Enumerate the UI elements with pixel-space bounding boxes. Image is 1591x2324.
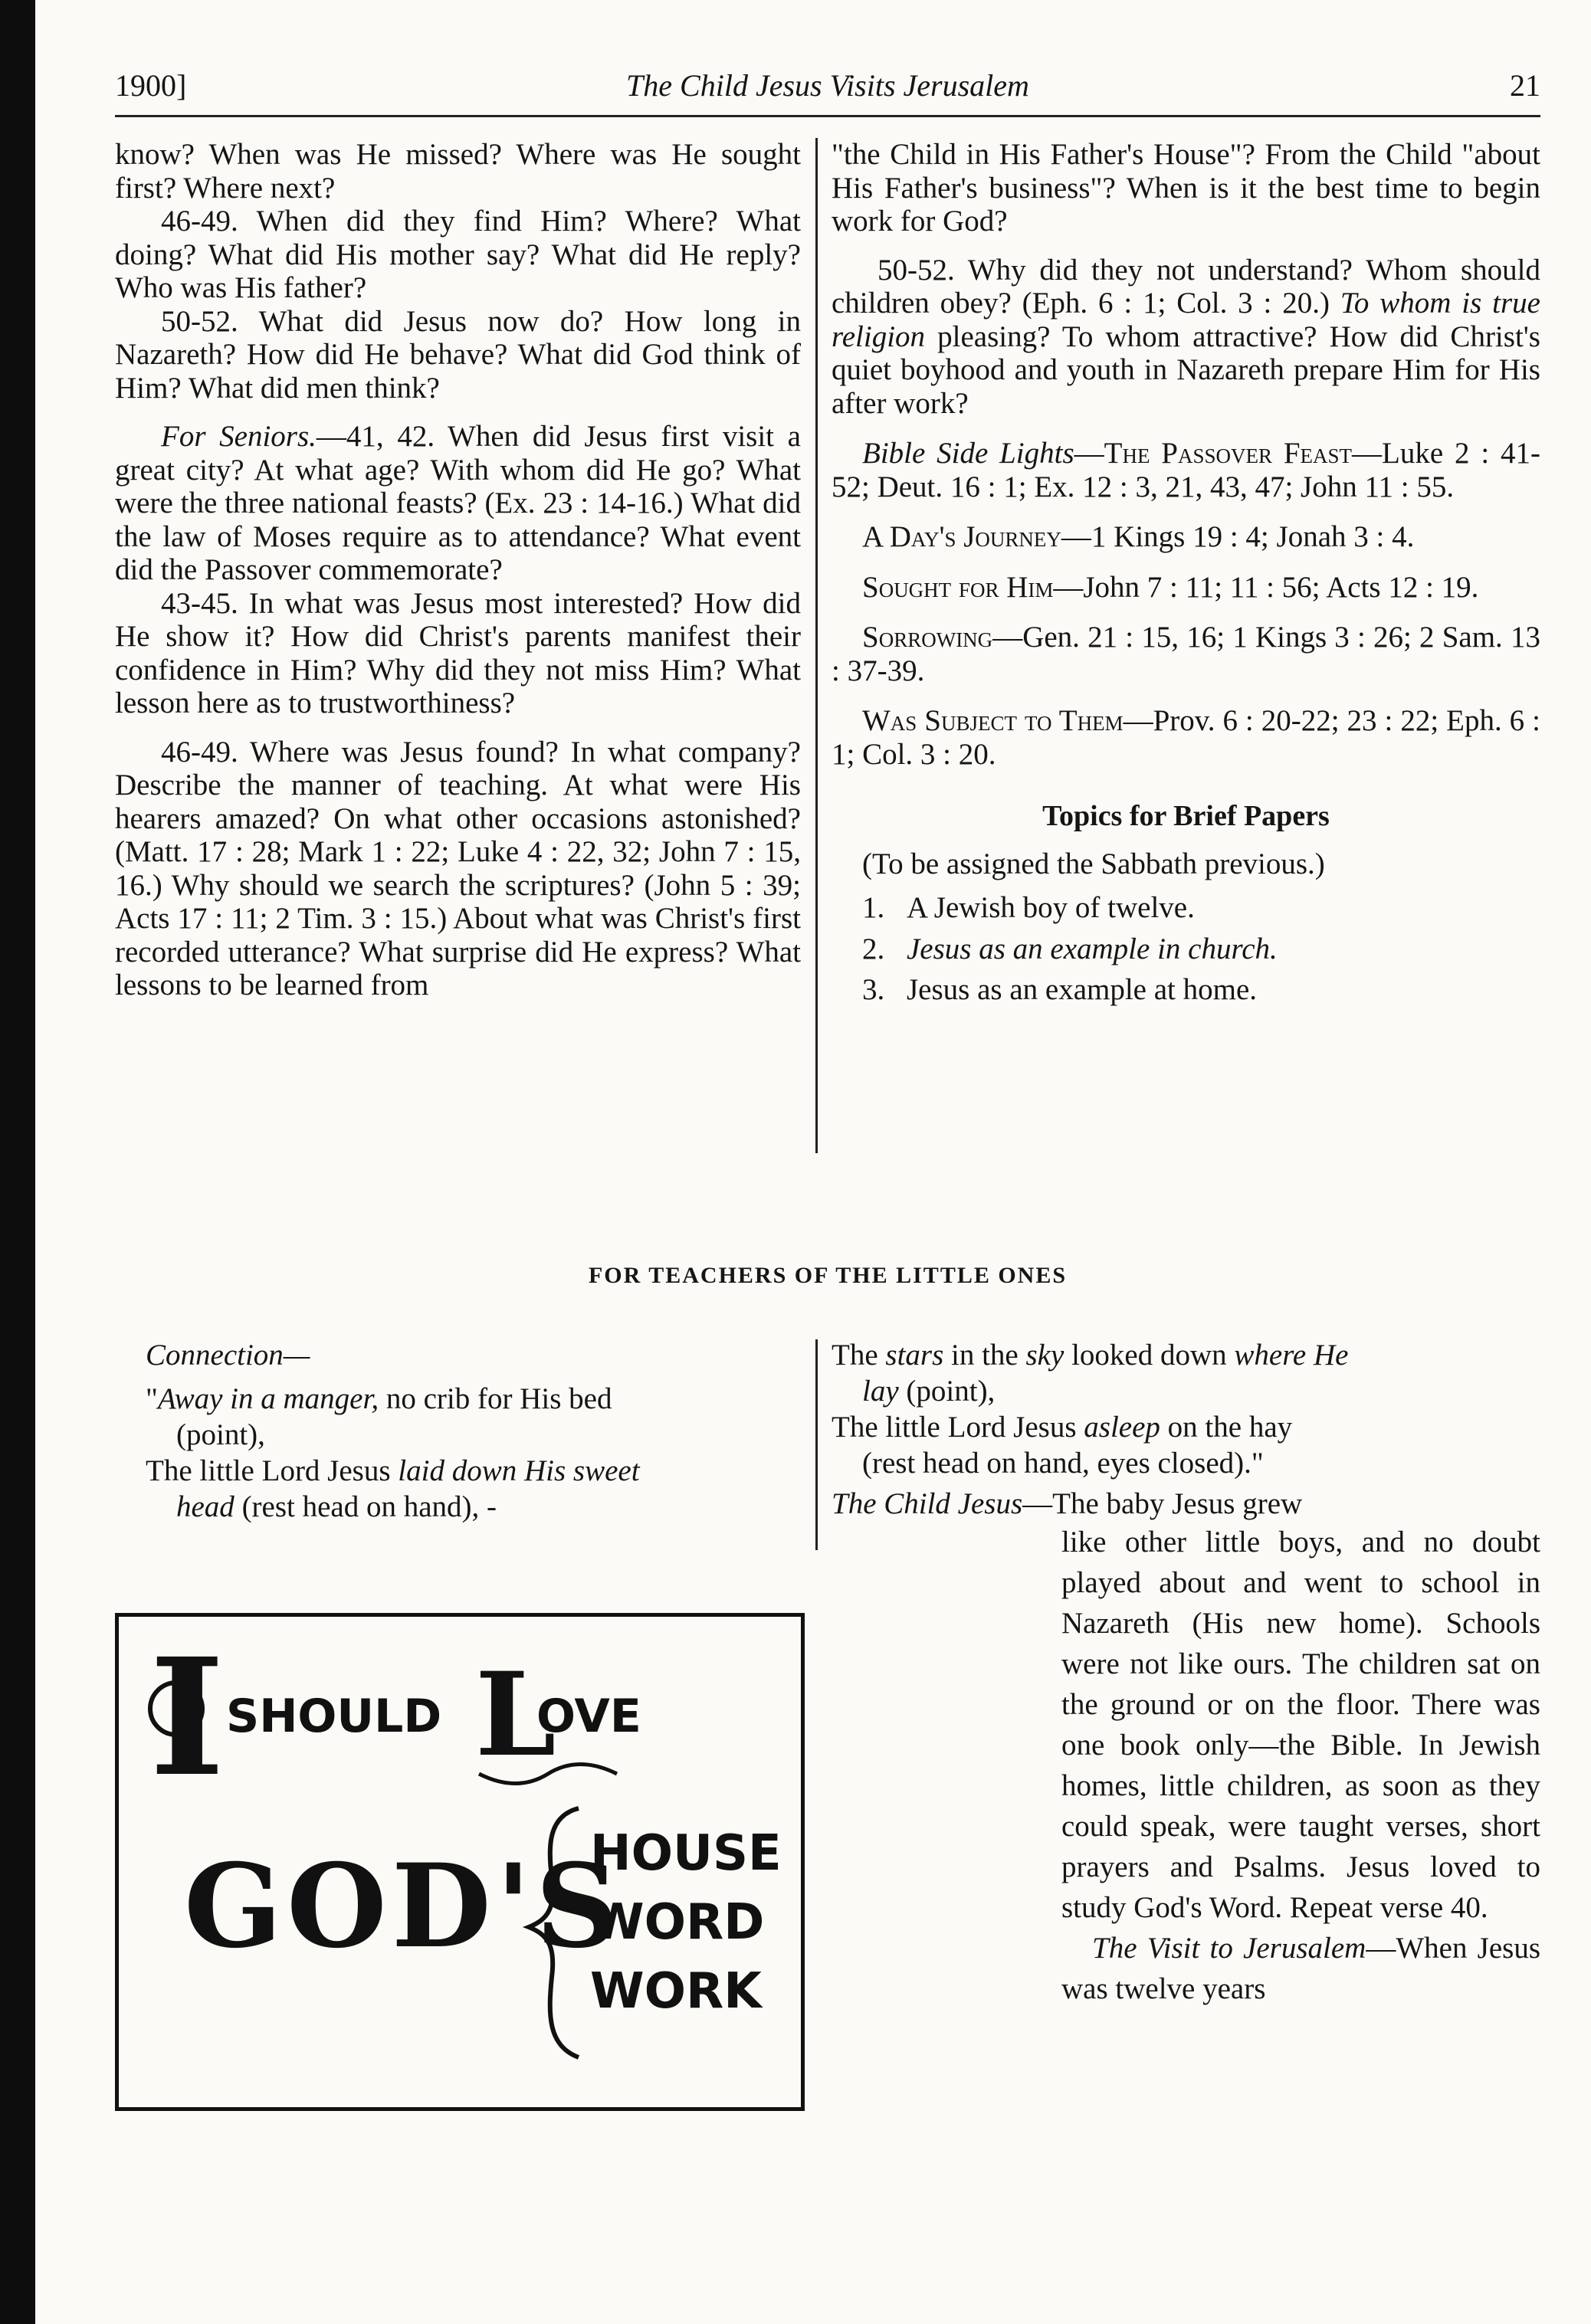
question-text: 50-52. Why did they not understand? Whom should children obey? (Eph. 6 : 1; Col. 3 : 20.) [832, 253, 1540, 320]
poem-italic: laid down His sweet [398, 1454, 640, 1487]
poster-big-letter: I [149, 1623, 225, 1812]
topic-number: 3. [862, 973, 885, 1006]
side-light-text: —John 7 : 11; 11 : 56; Acts 12 : 19. [1053, 570, 1479, 604]
topic-number: 1. [862, 891, 885, 924]
question-text: pleasing? To whom attractive? How did Christ's quiet boyhood and youth in Nazareth prepare Him for His after work? [832, 320, 1540, 420]
poem-text: (point), [898, 1375, 996, 1408]
topic-text: Jesus as an example at home. [907, 973, 1258, 1006]
question-paragraph: "the Child in His Father's House"? From the Child "about His Father's business"? When is it the best time to begin work for God? [832, 138, 1540, 238]
running-head-title: The Child Jesus Visits Jerusalem [626, 68, 1029, 103]
question-text-italic: To whom is true religion [832, 287, 1540, 353]
poem-text: in the [943, 1339, 1026, 1372]
side-light-head: Sought for Him [862, 570, 1054, 604]
poem-italic: sky [1025, 1339, 1064, 1372]
visit-label: The Visit to Jerusalem [1092, 1932, 1366, 1965]
section-title: FOR TEACHERS OF THE LITTLE ONES [588, 1263, 1068, 1288]
poem-line [146, 1489, 801, 1525]
poster-house: HOUSE [590, 1825, 782, 1882]
topic-text: A Jewish boy of twelve. [907, 891, 1195, 924]
i-should-love-gods-poster [115, 1613, 805, 2111]
running-head-year: 1900] [115, 68, 187, 103]
page-number: 21 [1510, 68, 1540, 103]
topics-subheading: (To be assigned the Sabbath previous.) [862, 847, 1325, 880]
bible-side-lights-label: Bible Side Lights [862, 437, 1074, 470]
poem-italic: head [176, 1490, 235, 1523]
question-paragraph [832, 254, 1540, 421]
topics-list [832, 891, 1540, 1007]
side-light-subject [832, 704, 1540, 771]
little-ones-right [832, 1337, 1540, 2009]
column-divider-top [815, 138, 818, 1153]
poem-text: The little Lord Jesus [832, 1411, 1084, 1444]
question-paragraph: know? When was He missed? Where was He sought first? Where next? [115, 138, 801, 205]
page [115, 0, 1540, 2324]
side-light-sought [832, 571, 1540, 605]
side-light-journey [832, 520, 1540, 554]
poem-line [832, 1337, 1540, 1373]
visit-paragraph [1061, 1928, 1540, 2009]
poem-italic: lay [862, 1375, 899, 1408]
question-paragraph: 46-49. When did they find Him? Where? What doing? What did His mother say? What did He reply? Who was His father? [115, 205, 801, 304]
side-light-head: A Day's Journey [862, 520, 1061, 553]
child-jesus-continued: like other little boys, and no doubt played about and went to school in Nazareth (His new home). Schools were not like ours. The children sat on the ground or on the floor. There was one book only—the Bible. In Jewish homes, little children, as soon as they could speak, were taught verses, short prayers and Psalms. Jesus loved to study God's Word. Repeat verse 40. [1061, 1526, 1540, 1924]
bible-side-lights [832, 437, 1540, 503]
poem-text: The little Lord Jesus [146, 1454, 399, 1487]
book-spine-shadow [0, 0, 35, 2324]
poem-line: (point), [176, 1418, 265, 1451]
side-light-text: —Prov. 6 : 20-22; 23 : 22; Eph. 6 : 1; Col. 3 : 20. [832, 704, 1540, 771]
poem-text: The [832, 1339, 886, 1372]
poster-artwork [119, 1617, 801, 2107]
side-light-text: —1 Kings 19 : 4; Jonah 3 : 4. [1061, 520, 1415, 553]
column-divider-bottom [815, 1339, 818, 1550]
topic-number: 2. [862, 932, 885, 965]
right-column-questions [832, 138, 1540, 1014]
poem-line [146, 1381, 801, 1417]
running-head [115, 67, 1540, 106]
poem-italic: Away in a manger, [157, 1382, 379, 1415]
seniors-paragraph [115, 420, 801, 587]
poem-italic: where He [1234, 1339, 1349, 1372]
topic-text: Jesus as an example in church. [907, 932, 1278, 965]
poster-big-l: L [475, 1647, 556, 1782]
poem-italic: asleep [1084, 1411, 1160, 1444]
child-jesus-text: —The baby Jesus grew [1022, 1487, 1303, 1520]
poster-gods: GOD'S [184, 1839, 624, 1974]
topic-item [862, 891, 1540, 925]
poem-line: (rest head on hand, eyes closed)." [862, 1447, 1264, 1480]
topic-item [862, 973, 1540, 1007]
connection-label: Connection— [146, 1339, 310, 1372]
poem-line [832, 1373, 1540, 1409]
question-paragraph: 43-45. In what was Jesus most interested? How did He show it? How did Christ's parents manifest their confidence in Him? Why did they not miss Him? What lesson here as to trustworthiness? [115, 586, 801, 719]
side-light-sorrowing [832, 621, 1540, 687]
poem-line [146, 1453, 801, 1489]
head-rule [115, 115, 1540, 117]
poster-ove: OVE [536, 1690, 641, 1743]
seniors-label: For Seniors. [161, 420, 317, 453]
topics-heading: Topics for Brief Papers [1042, 800, 1330, 832]
side-light-head: Sorrowing [862, 621, 993, 654]
side-light-text: —Gen. 21 : 15, 16; 1 Kings 3 : 26; 2 Sam. 13 : 37-39. [832, 621, 1540, 687]
poem-quote: " [146, 1382, 158, 1415]
visit-text: —When Jesus was twelve years [1061, 1932, 1541, 2005]
poem-text: no crib for His bed [379, 1382, 612, 1415]
question-paragraph: 50-52. What did Jesus now do? How long in Nazareth? How did He behave? What did God think of Him? What did men think? [115, 304, 801, 405]
poem-italic: stars [885, 1339, 944, 1372]
child-jesus-paragraph [832, 1486, 1540, 1522]
poster-word: WORD [590, 1894, 765, 1951]
bible-side-lights-head: —The Passover Feast— [1074, 437, 1383, 470]
bible-side-lights-text: Luke 2 : 41-52; Deut. 16 : 1; Ex. 12 : 3, 21, 43, 47; John 11 : 55. [832, 437, 1540, 503]
question-paragraph: 46-49. Where was Jesus found? In what company? Describe the manner of teaching. At what were His hearers amazed? On what other occasions astonished? (Matt. 17 : 28; Mark 1 : 22; Luke 4 : 22, 32; John 7 : 15, 16.) Why should we search the scriptures? (John 5 : 39; Acts 17 : 11; 2 Tim. 3 : 15.) About what was Christ's first recorded utterance? What surprise did He express? What lessons to be learned from [115, 735, 801, 1001]
poem-text: on the hay [1160, 1411, 1293, 1444]
seniors-text: —41, 42. When did Jesus first visit a great city? At what age? With whom did He go? What were the three national feasts? (Ex. 23 : 14-16.) What did the law of Moses require as to attendance? What event did the Passover commemorate? [115, 420, 801, 586]
poster-work: WORK [590, 1963, 762, 2020]
little-ones-poem-left [146, 1337, 801, 1525]
child-jesus-label: The Child Jesus [832, 1487, 1023, 1520]
poem-line [832, 1409, 1540, 1445]
side-light-head: Was Subject to Them [862, 704, 1124, 737]
poster-should: SHOULD [226, 1690, 442, 1743]
poem-text: (rest head on hand), - [234, 1490, 497, 1523]
poem-text: looked down [1064, 1339, 1235, 1372]
left-column-questions [115, 138, 801, 1002]
topic-item [862, 933, 1540, 966]
